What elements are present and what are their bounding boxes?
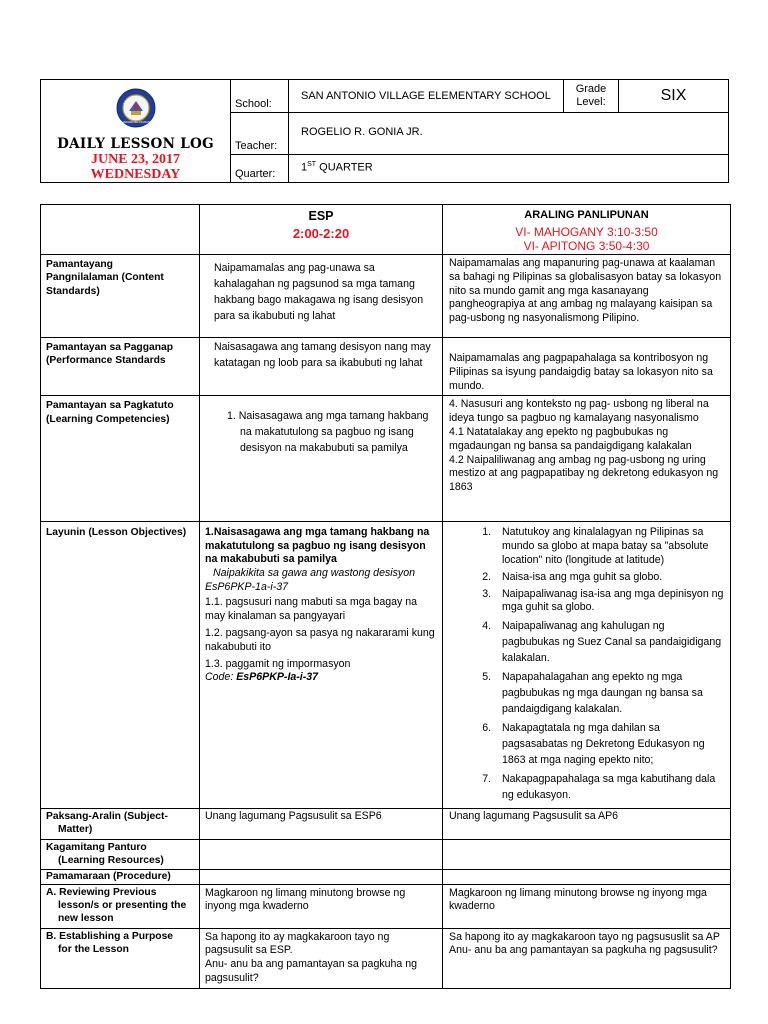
corner-cell [41,205,200,255]
esp-objective-sub-3: 1.3. paggamit ng impormasyon [205,657,351,670]
log-day: WEDNESDAY [90,167,181,182]
log-title: DAILY LESSON LOG [57,136,214,152]
logo-cell [41,80,231,183]
esp-time: 2:00-2:20 [292,225,350,241]
esp-lesson-objectives [200,522,443,809]
learning-resources-label-2: (Learning Resources) [58,855,164,867]
ap-time-1: VI- MAHOGANY 3:10-3:50 [515,224,658,239]
esp-performance-standards: Naisasagawa ang tamang desisyon nang may katatagan ng loob para sa ikabubuti ng lahat [200,338,443,396]
content-standards-label-1: Pamantayang [46,259,113,270]
quarter-value [289,155,729,183]
subject-matter-label-2: Matter) [58,824,93,836]
learning-resources-label [41,839,200,870]
ap-header [443,205,731,255]
ap-competency-4-2: 4.2 Naipaliliwanag ang ambag ng pag-usbong ng uring mestizo at ang pagpapatibay ng dekretong edukasyon ng 1863 [449,453,719,494]
grade-label [564,80,619,113]
quarter-suffix: ST [307,161,317,168]
esp-purpose [200,928,443,988]
grade-label-line2: Level: [576,96,606,108]
ap-objective-item: 4. Naipapaliwanag ang kahulugan ng pagbubukas ng Suez Canal sa pandaigidigang kalakalan. [494,618,725,666]
quarter-number: 1 [301,161,308,174]
learning-competencies-label-2: (Learning Competencies) [46,413,170,425]
ap-reviewing: Magkaroon ng limang minutong browse ng inyong mga kwaderno [443,884,731,928]
esp-content-standards: Naipamamalas ang pag-unawa sa kahalagahan ng pagsunod sa mga tamang hakbang bago makagawa ng isang desisyon para sa ikabubuti ng lahat [200,255,443,338]
ap-objective-item: 1. Natutukoy ang kinalalagyan ng Pilipinas sa mundo sa globo at mapa batay sa "absolute location" nito (longitude at latitude) [494,526,725,567]
ap-learning-competencies [443,396,731,522]
quarter-label: Quarter: [231,155,289,183]
esp-reviewing: Magkaroon ng limang minutong browse ng inyong mga kwaderno [200,884,443,928]
procedure-label: Pamamaraan (Procedure) [41,870,200,884]
lesson-table [40,204,731,989]
esp-code-label: Code: [205,671,237,684]
content-standards-label-2: Pangnilalaman (Content Standards) [46,272,164,297]
performance-standards-label-2: (Performance Standards [46,355,166,367]
esp-objective-main: 1.Naisasagawa ang mga tamang hakbang na makatutulong sa pagbuo ng isang desisyon na makabubuti sa pamilya [205,526,430,566]
ap-objectives-list [449,526,725,803]
lesson-objectives-label: Layunin (Lesson Objectives) [41,522,200,809]
esp-objective-italic: Naipakikita sa gawa ang wastong desisyon [213,566,415,579]
school-label: School: [231,80,289,113]
quarter-word: QUARTER [316,161,373,174]
log-date: JUNE 23, 2017 [90,152,181,167]
esp-subject-name: ESP [308,209,334,223]
reviewing-label [41,884,200,928]
ap-objective-item: 6. Nakapagtatala ng mga dahilan sa pagsasabatas ng Dekretong Edukasyon ng 1863 at mga naging epekto nito; [494,720,725,768]
ap-objective-item: 7. Nakapagpapahalaga sa mga kabutihang dala ng edukasyon. [494,771,725,803]
ap-objective-item: 3. Naipapaliwanag isa-isa ang mga depinisyon ng mga guhit sa globo. [494,588,725,616]
teacher-label: Teacher: [231,113,289,155]
esp-objective-code-1: EsP6PKP-1a-i-37 [205,580,289,593]
esp-header [200,205,443,255]
seal-text: KAGAWARAN NG EDUKASYON [116,121,155,124]
reviewing-label-1: A. Reviewing Previous [46,886,157,898]
deped-seal-icon [116,88,156,128]
content-standards-label [41,255,200,338]
esp-objective-code-line [205,671,437,685]
school-value: SAN ANTONIO VILLAGE ELEMENTARY SCHOOL [289,80,564,113]
esp-subject-matter: Unang lagumang Pagsusulit sa ESP6 [200,809,443,840]
performance-standards-label-1: Pamantayan sa Pagganap [46,342,174,353]
grade-label-line1: Grade [575,83,607,95]
ap-purpose-1: Sa hapong ito ay magkakaroon tayo ng pagsususlit sa AP [449,930,720,943]
ap-subject-name: ARALING PANLIPUNAN [524,209,649,221]
ap-performance-standards: Naipamamalas ang pagpapahalaga sa kontribosyon ng Pilipinas sa isyung pandaigdig batay sa lokasyon nito sa mundo. [443,338,731,396]
ap-time-2: VI- APITONG 3:50-4:30 [523,238,650,253]
esp-learning-competencies: 1. Naisasagawa ang mga tamang hakbang na makatutulong sa pagbuo ng isang desisyon na makabubuti sa pamilya [200,396,443,522]
ap-learning-resources [443,839,731,870]
ap-objective-item: 5. Napapahalagahan ang epekto ng mga pagbubukas ng mga daungan ng bansa sa pandaigdigang kalakalan. [494,669,725,717]
purpose-label-1: B. Establishing a Purpose [46,930,174,942]
purpose-label [41,928,200,988]
subject-matter-label [41,809,200,840]
ap-content-standards: Naipamamalas ang mapanuring pag-unawa at kaalaman sa bahagi ng Pilipinas sa globalisasyon batay sa lokasyon nito sa mundo gamit ang mga kasanayang pangheograpiya at ang ambag ng malayang kaisipan sa pag-usbong ng nasyonalismong Pilipino. [443,255,731,338]
esp-learning-resources [200,839,443,870]
teacher-value: ROGELIO R. GONIA JR. [289,113,729,155]
learning-resources-label-1: Kagamitang Panturo [46,841,147,853]
grade-value: SIX [619,80,729,113]
performance-standards-label [41,338,200,396]
ap-purpose [443,928,731,988]
purpose-label-2: for the Lesson [58,943,129,955]
esp-purpose-1: Sa hapong ito ay magkakaroon tayo ng pagsusulit sa ESP. [205,930,390,957]
header-table [40,79,729,183]
ap-objective-item: 2. Naisa-isa ang mga guhit sa globo. [494,571,725,585]
learning-competencies-label [41,396,200,522]
esp-purpose-2: Anu- anu ba ang pamantayan sa pagkuha ng pagsusulit? [205,958,418,984]
subject-matter-label-1: Paksang-Aralin (Subject- [46,811,168,823]
learning-competencies-label-1: Pamantayan sa Pagkatuto [46,400,174,412]
esp-objective-sub-2: 1.2. pagsang-ayon sa pasya ng nakararami kung nakabubuti ito [205,627,435,653]
esp-procedure [200,870,443,884]
ap-purpose-2: Anu- anu ba ang pamantayan sa pagkuha ng pagsusulit? [449,944,718,957]
ap-competency-4-1: 4.1 Natatalakay ang epekto ng pagbubukas ng mgadaungan ng bansa sa pandaigdigang kalakalan [449,425,692,452]
esp-code-value: EsP6PKP-Ia-i-37 [236,671,319,684]
esp-objective-sub-1: 1.1. pagsusuri nang mabuti sa mga bagay na may kinalaman sa pangyayari [205,596,418,623]
ap-lesson-objectives [443,522,731,809]
ap-procedure [443,870,731,884]
ap-competency-4: 4. Nasusuri ang konteksto ng pag- usbong ng liberal na ideya tungo sa pagbuo ng kamalayang nasyonalismo [449,398,709,425]
ap-subject-matter: Unang lagumang Pagsusulit sa AP6 [443,809,731,840]
reviewing-label-2: lesson/s or presenting the new lesson [58,899,187,925]
